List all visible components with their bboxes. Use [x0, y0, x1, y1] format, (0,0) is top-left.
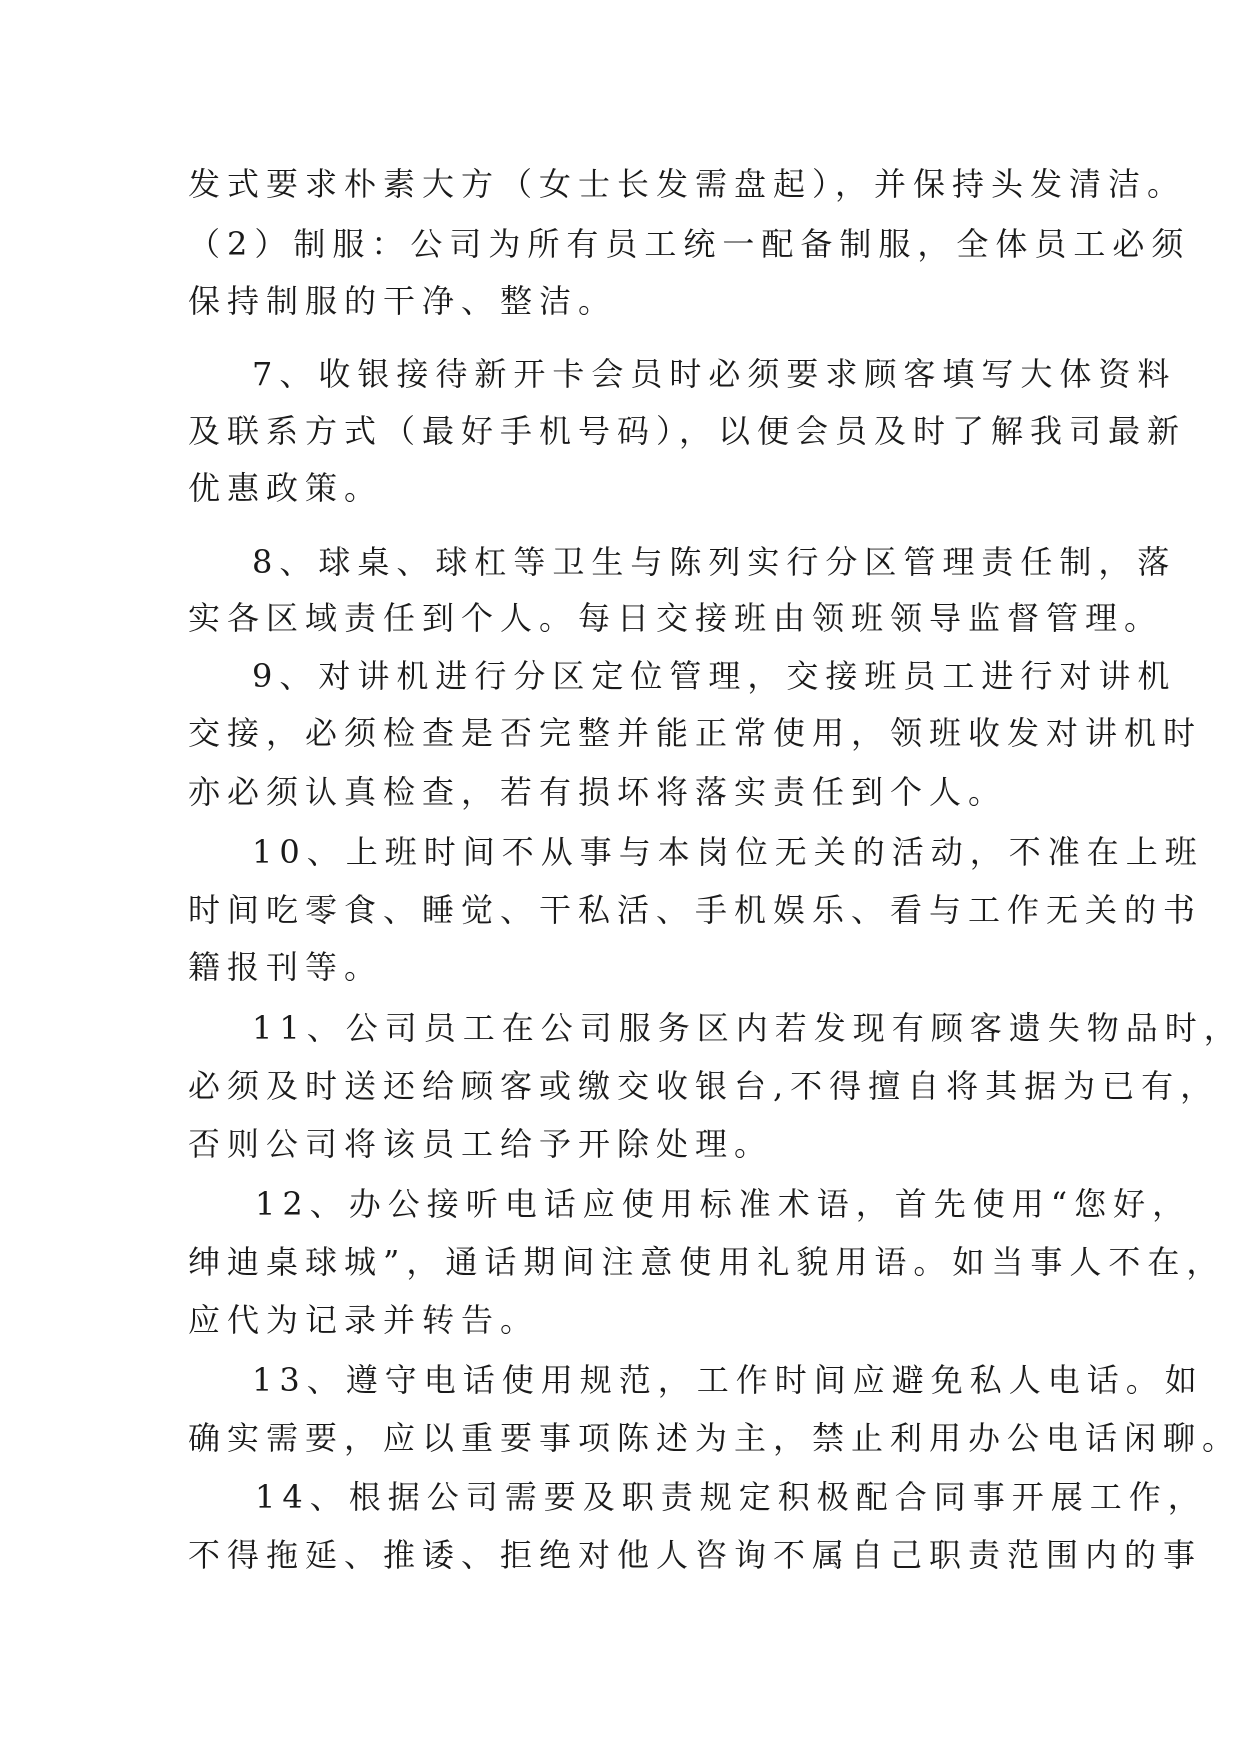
paragraph-start-line: 11、公司员工在公司服务区内若发现有顾客遗失物品时， [252, 1009, 1243, 1047]
paragraph-start-line: 10、上班时间不从事与本岗位无关的活动，不准在上班 [252, 833, 1204, 871]
text-line: 必须及时送还给顾客或缴交收银台,不得擅自将其据为已有， [188, 1067, 1220, 1105]
text-line: 及联系方式（最好手机号码），以便会员及时了解我司最新 [188, 412, 1187, 450]
text-line: 发式要求朴素大方（女士长发需盘起），并保持头发清洁。 [188, 165, 1187, 203]
text-line: （2）制服：公司为所有员工统一配备制服，全体员工必须 [188, 225, 1191, 263]
text-line: 不得拖延、推诿、拒绝对他人咨询不属自己职责范围内的事 [188, 1536, 1203, 1574]
text-line: 保持制服的干净、整洁。 [188, 282, 618, 320]
text-line: 籍报刊等。 [188, 948, 384, 986]
paragraph-start-line: 9、对讲机进行分区定位管理，交接班员工进行对讲机 [252, 657, 1177, 695]
text-line: 应代为记录并转告。 [188, 1301, 540, 1339]
text-line: 交接，必须检查是否完整并能正常使用，领班收发对讲机时 [188, 714, 1203, 752]
text-line: 绅迪桌球城”，通话期间注意使用礼貌用语。如当事人不在， [188, 1243, 1226, 1281]
paragraph-start-line: 14、根据公司需要及职责规定积极配合同事开展工作， [255, 1478, 1207, 1516]
paragraph-start-line: 8、球桌、球杠等卫生与陈列实行分区管理责任制，落 [252, 543, 1177, 581]
paragraph-start-line: 13、遵守电话使用规范，工作时间应避免私人电话。如 [252, 1361, 1204, 1399]
paragraph-start-line: 12、办公接听电话应使用标准术语，首先使用“您好， [255, 1185, 1192, 1223]
text-line: 时间吃零食、睡觉、干私活、手机娱乐、看与工作无关的书 [188, 891, 1203, 929]
text-line: 确实需要，应以重要事项陈述为主，禁止利用办公电话闲聊。 [188, 1419, 1242, 1457]
paragraph-start-line: 7、收银接待新开卡会员时必须要求顾客填写大体资料 [252, 355, 1177, 393]
text-line: 优惠政策。 [188, 469, 384, 507]
text-line: 否则公司将该员工给予开除处理。 [188, 1125, 774, 1163]
text-line: 实各区域责任到个人。每日交接班由领班领导监督管理。 [188, 599, 1164, 637]
text-line: 亦必须认真检查，若有损坏将落实责任到个人。 [188, 773, 1008, 811]
